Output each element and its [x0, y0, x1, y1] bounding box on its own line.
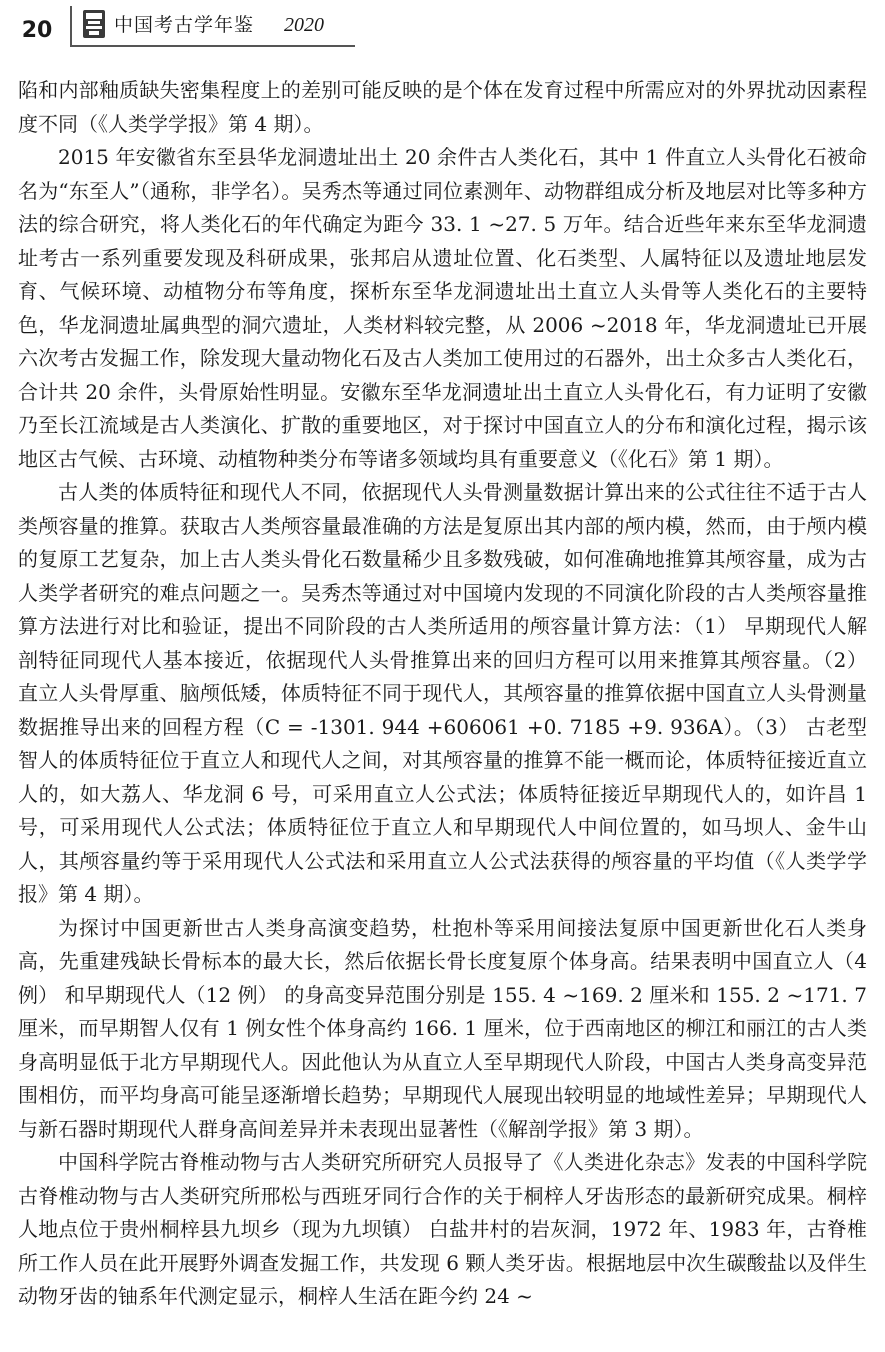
- paragraph-4: 为探讨中国更新世古人类身高演变趋势，杜抱朴等采用间接法复原中国更新世化石人类身高，先重建残缺长骨标本的最大长，然后依据长骨长度复原个体身高。结果表明中国直立人（4 例） 和早期现代人（12 例） 的身高变异范围分别是 155. 4 ~169. 2 厘米和 155. 2 ~171. 7 厘米，而早期智人仅有 1 例女性个体身高约 166. 1 厘米，位于西南地区的柳江和丽江的古人类身高明显低于北方早期现代人。因此他认为从直立人至早期现代人阶段，中国古人类身高变异范围相仿，而平均身高可能呈逐渐增长趋势；早期现代人展现出较明显的地域性差异；早期现代人与新石器时期现代人群身高间差异并未表现出显著性（《解剖学报》第 3 期）。: [18, 915, 867, 1141]
- header-divider-vertical: [70, 6, 72, 46]
- header-rule: [70, 45, 355, 47]
- journal-title: 中国考古学年鉴: [114, 14, 255, 36]
- yearbook-seal-icon: [82, 9, 106, 39]
- article-body: [18, 74, 867, 1314]
- paragraph-5: 中国科学院古脊椎动物与古人类研究所研究人员报导了《人类进化杂志》发表的中国科学院古脊椎动物与古人类研究所邢松与西班牙同行合作的关于桐梓人牙齿形态的最新研究成果。桐梓人地点位于贵州桐梓县九坝乡（现为九坝镇） 白盐井村的岩灰洞，1972 年、1983 年，古脊椎所工作人员在此开展野外调查发掘工作，共发现 6 颗人类牙齿。根据地层中次生碳酸盐以及伴生动物牙齿的铀系年代测定显示，桐梓人生活在距今约 24 ~: [18, 1150, 867, 1308]
- journal-year: 2020: [284, 14, 324, 36]
- paragraph-2: 2015 年安徽省东至县华龙洞遗址出土 20 余件古人类化石，其中 1 件直立人头骨化石被命名为“东至人”（通称，非学名）。吴秀杰等通过同位素测年、动物群组成分析及地层对比等多种方法的综合研究，将人类化石的年代确定为距今 33. 1 ~27. 5 万年。结合近些年来东至华龙洞遗址考古一系列重要发现及科研成果，张邦启从遗址位置、化石类型、人属特征以及遗址地层发育、气候环境、动植物分布等角度，探析东至华龙洞遗址出土直立人头骨等人类化石的主要特色，华龙洞遗址属典型的洞穴遗址，人类材料较完整，从 2006 ~2018 年，华龙洞遗址已开展六次考古发掘工作，除发现大量动物化石及古人类加工使用过的石器外，出土众多古人类化石，合计共 20 余件，头骨原始性明显。安徽东至华龙洞遗址出土直立人头骨化石，有力证明了安徽乃至长江流域是古人类演化、扩散的重要地区，对于探讨中国直立人的分布和演化过程，揭示该地区古气候、古环境、动植物种类分布等诸多领域均具有重要意义（《化石》第 1 期）。: [18, 145, 867, 471]
- paragraph-3: 古人类的体质特征和现代人不同，依据现代人头骨测量数据计算出来的公式往往不适于古人类颅容量的推算。获取古人类颅容量最准确的方法是复原出其内部的颅内模，然而，由于颅内模的复原工艺复杂，加上古人类头骨化石数量稀少且多数残破，如何准确地推算其颅容量，成为古人类学者研究的难点问题之一。吴秀杰等通过对中国境内发现的不同演化阶段的古人类颅容量推算方法进行对比和验证，提出不同阶段的古人类所适用的颅容量计算方法：（1） 早期现代人解剖特征同现代人基本接近，依据现代人头骨推算出来的回归方程可以用来推算其颅容量。（2） 直立人头骨厚重、脑颅低矮，体质特征不同于现代人，其颅容量的推算依据中国直立人头骨测量数据推导出来的回程方程（C = -1301. 944 +606061 +0. 7185 +9. 936A）。（3） 古老型智人的体质特征位于直立人和现代人之间，对其颅容量的推算不能一概而论，体质特征接近直立人的，如大荔人、华龙洞 6 号，可采用直立人公式法；体质特征接近早期现代人的，如许昌 1 号，可采用现代人公式法；体质特征位于直立人和早期现代人中间位置的，如马坝人、金牛山人，其颅容量约等于采用现代人公式法和采用直立人公式法获得的颅容量的平均值（《人类学学报》第 4 期）。: [18, 480, 867, 906]
- paragraph-1: 陷和内部釉质缺失密集程度上的差别可能反映的是个体在发育过程中所需应对的外界扰动因素程度不同（《人类学学报》第 4 期）。: [18, 78, 867, 136]
- running-header: [0, 0, 885, 50]
- page-number: 20: [21, 18, 53, 43]
